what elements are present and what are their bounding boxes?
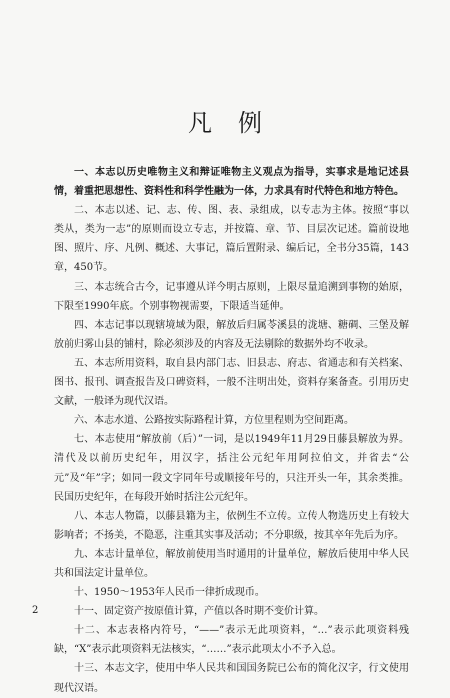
paragraph: 一、本志以历史唯物主义和辩证唯物主义观点为指导，实事求是地记述县情，着重把思想性、资料性和科学性融为一体，力求具有时代特色和地方特色。 [54, 167, 409, 198]
paragraph: 八、本志人物篇，以藤县籍为主，依例生不立传。立传人物选历史上有较大影响者；不扬美，不隐恶，注重其实事及活动；不分职级，按其卒年先后为序。 [54, 510, 409, 541]
paragraph: 二、本志以述、记、志、传、图、表、录组成，以专志为主体。按照“事以类从，类为一志”的原则而设立专志，并按篇、章、节、目层次记述。篇前设地图、照片、序、凡例、概述、大事记，篇后置附录、编后记，全书分35篇，143章，450节。 [54, 205, 409, 274]
paragraph: 四、本志记事以现辖境域为限，解放后归属苓溪县的泷塘、糖碉、三堡及解放前归雾山县的铺村，除必须涉及的内容及无法剔除的数据外均不收录。 [54, 319, 409, 350]
page-title: 凡例 [188, 109, 288, 138]
page-number: 2 [32, 605, 39, 616]
document-body [54, 163, 409, 698]
paragraph: 十一、固定资产按原值计算，产值以各时期不变价计算。 [74, 606, 324, 618]
paragraph: 三、本志统合古今，记事遵从详今明古原则，上限尽量追溯到事物的始原，下限至1990年底。个别事物视需要，下限适当延伸。 [54, 281, 409, 312]
paragraph: 十、1950～1953年人民币一律折成现币。 [74, 587, 265, 599]
paragraph: 七、本志使用“解放前（后）”一词，是以1949年11月29日藤县解放为界。清代及以前历史纪年，用汉字，括注公元纪年用阿拉伯文，并省去“公元”及“年”字；如同一段文字同年号或顺接年号的，只注开头一年，其余类推。民国历史纪年，在每段开始时括注公元纪年。 [54, 434, 409, 503]
paragraph: 九、本志计量单位，解放前使用当时通用的计量单位，解放后使用中华人民共和国法定计量单位。 [54, 548, 409, 579]
paragraph: 十三、本志文字，使用中华人民共和国国务院已公布的简化汉字，行文使用现代汉语。 [54, 663, 409, 694]
paragraph: 十二、本志表格内符号，“——”表示无此项资料，“…”表示此项资料残缺，“X”表示此项资料无法核实，“……”表示此项太小不予入总。 [54, 625, 409, 656]
paragraph: 五、本志所用资料，取自县内部门志、旧县志、府志、省通志和有关档案、图书、报刊、调查报告及口碑资料，一般不注明出处，资料存案备查。引用历史文献，一般译为现代汉语。 [54, 357, 409, 408]
paragraph: 六、本志水道、公路按实际路程计算，方位里程则为空间距离。 [74, 415, 354, 427]
